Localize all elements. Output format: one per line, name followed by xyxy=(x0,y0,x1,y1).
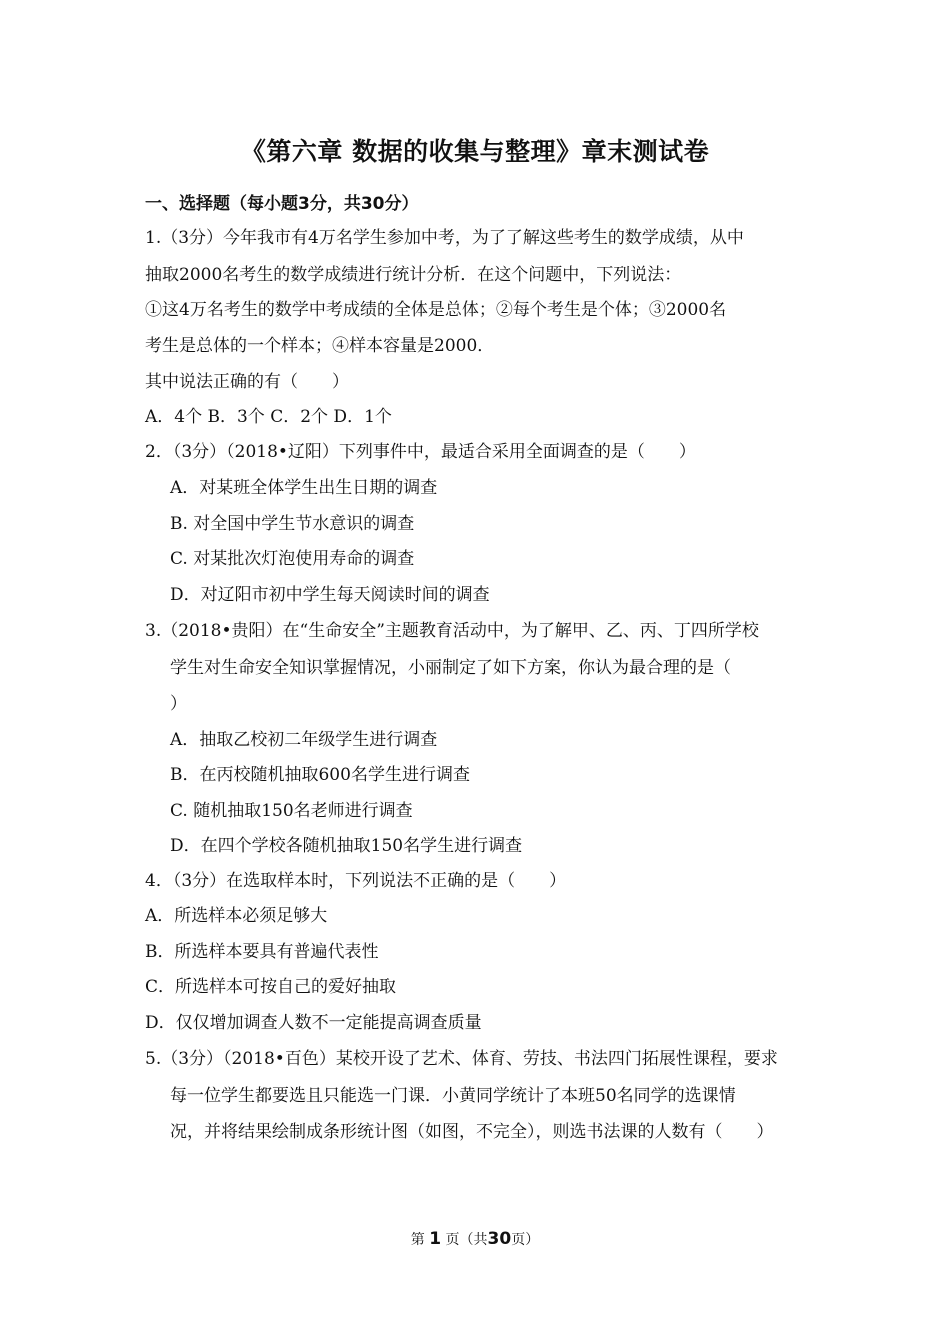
footer-mid: 页（共 xyxy=(445,1232,488,1248)
q2-stem: 2．（3分）（2018•辽阳）下列事件中，最适合采用全面调查的是（ ） xyxy=(145,442,696,462)
footer-page-number: 1 xyxy=(429,1229,442,1249)
q2-option-d: D．对辽阳市初中学生每天阅读时间的调查 xyxy=(170,585,490,605)
q2-option-a: A．对某班全体学生出生日期的调查 xyxy=(170,478,438,498)
q1-line-4: 考生是总体的一个样本；④样本容量是2000． xyxy=(145,336,495,356)
q2-option-b: B. 对全国中学生节水意识的调查 xyxy=(170,514,415,534)
q5-line-2: 每一位学生都要选且只能选一门课．小黄同学统计了本班50名同学的选课情 xyxy=(170,1086,736,1106)
q2-option-c: C. 对某批次灯泡使用寿命的调查 xyxy=(170,549,415,569)
q3-line-2: 学生对生命安全知识掌握情况，小丽制定了如下方案，你认为最合理的是（ xyxy=(170,658,731,678)
q1-line-5: 其中说法正确的有（ ） xyxy=(145,372,349,392)
footer-total-pages: 30 xyxy=(487,1229,512,1249)
q4-option-b: B．所选样本要具有普遍代表性 xyxy=(145,942,379,962)
q1-line-3: ①这4万名考生的数学中考成绩的全体是总体；②每个考生是个体；③2000名 xyxy=(145,300,727,320)
q4-stem: 4．（3分）在选取样本时，下列说法不正确的是（ ） xyxy=(145,871,567,891)
footer-suffix: 页） xyxy=(511,1232,540,1248)
footer-prefix: 第 xyxy=(410,1232,425,1248)
q3-option-c: C. 随机抽取150名老师进行调查 xyxy=(170,801,413,821)
q4-option-a: A．所选样本必须足够大 xyxy=(145,906,328,926)
q1-line-2: 抽取2000名考生的数学成绩进行统计分析．在这个问题中，下列说法： xyxy=(145,265,682,285)
q4-option-d: D．仅仅增加调查人数不一定能提高调查质量 xyxy=(145,1013,482,1033)
page-footer xyxy=(0,1229,950,1249)
document-title: 《第六章 数据的收集与整理》章末测试卷 xyxy=(240,137,710,166)
q3-line-3: ） xyxy=(170,694,187,714)
q3-line-1: 3.（2018•贵阳）在“生命安全”主题教育活动中，为了解甲、乙、丙、丁四所学校 xyxy=(145,621,759,641)
q5-line-3: 况，并将结果绘制成条形统计图（如图，不完全），则选书法课的人数有（ ） xyxy=(170,1122,774,1142)
q3-option-a: A．抽取乙校初二年级学生进行调查 xyxy=(170,730,438,750)
q1-options: A．4个 B．3个 C．2个 D．1个 xyxy=(145,407,392,427)
q3-option-d: D．在四个学校各随机抽取150名学生进行调查 xyxy=(170,836,523,856)
q5-line-1: 5.（3分）（2018•百色）某校开设了艺术、体育、劳技、书法四门拓展性课程，要求 xyxy=(145,1049,778,1069)
q1-line-1: 1.（3分）今年我市有4万名学生参加中考，为了了解这些考生的数学成绩，从中 xyxy=(145,228,744,248)
section-heading: 一、选择题（每小题3分，共30分） xyxy=(145,194,419,214)
q4-option-c: C．所选样本可按自己的爱好抽取 xyxy=(145,977,397,997)
q3-option-b: B．在丙校随机抽取600名学生进行调查 xyxy=(170,765,470,785)
